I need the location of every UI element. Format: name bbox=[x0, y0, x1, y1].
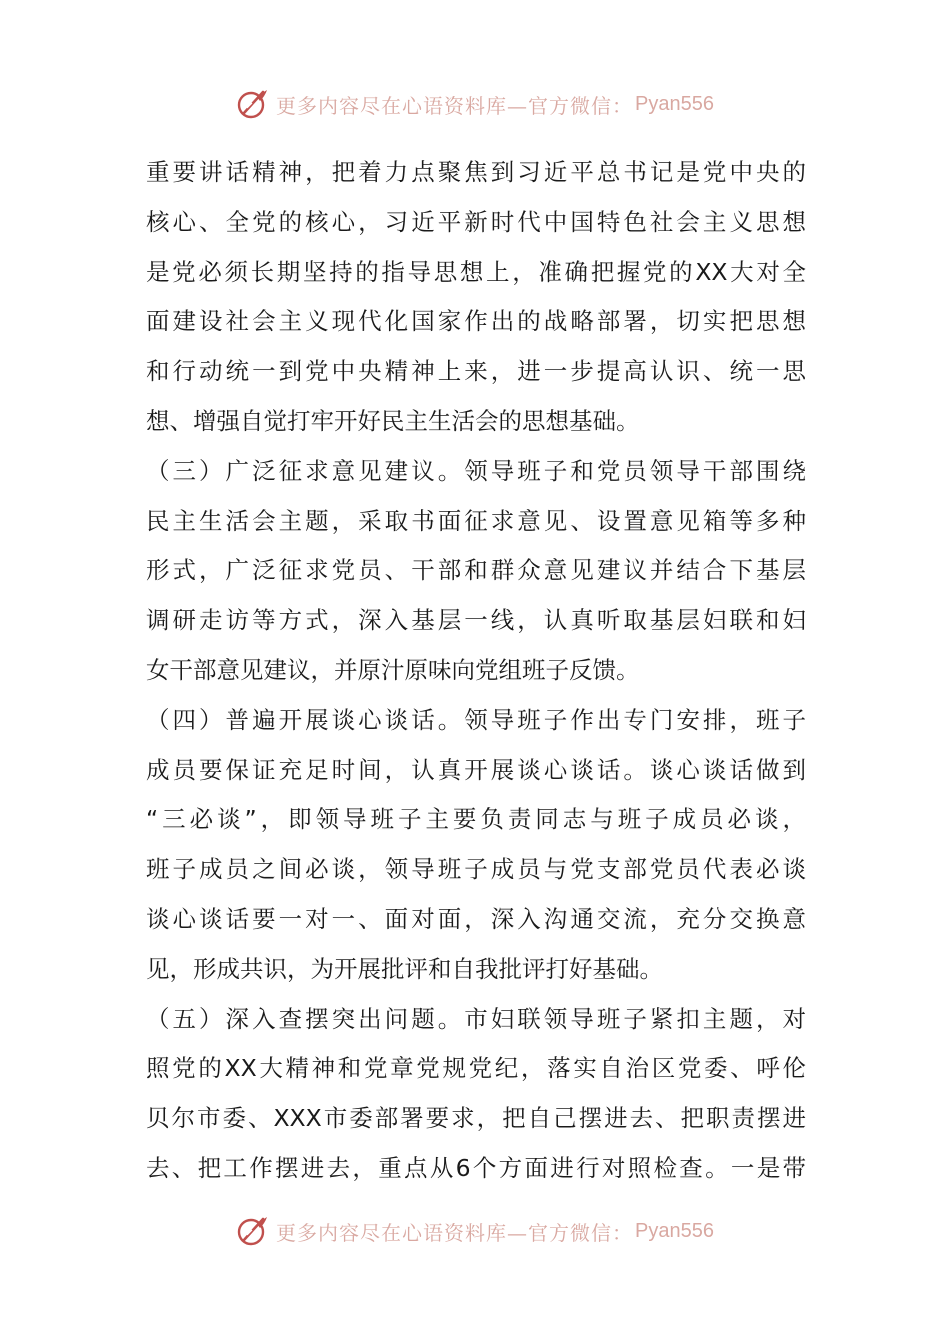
text-line: （三）广泛征求意见建议。领导班子和党员领导干部围绕 bbox=[146, 456, 806, 485]
watermark-text: 更多内容尽在心语资料库—官方微信： bbox=[276, 1220, 634, 1245]
text-line: 是党必须长期坚持的指导思想上，准确把握党的XX大对全 bbox=[146, 257, 806, 286]
text-line: 班子成员之间必谈，领导班子成员与党支部党员代表必谈 bbox=[146, 855, 806, 884]
text-line: 重要讲话精神，把着力点聚焦到习近平总书记是党中央的 bbox=[146, 158, 806, 186]
text-line: （四）普遍开展谈心谈话。领导班子作出专门安排，班子 bbox=[146, 705, 806, 734]
text-line: 形式，广泛征求党员、干部和群众意见建议并结合下基层 bbox=[146, 556, 806, 585]
text-line: 面建设社会主义现代化国家作出的战略部署，切实把思想 bbox=[146, 307, 806, 336]
text-line: 调研走访等方式，深入基层一线，认真听取基层妇联和妇 bbox=[146, 606, 806, 635]
quill-logo-icon bbox=[236, 87, 270, 121]
text-line: 民主生活会主题，采取书面征求意见、设置意见箱等多种 bbox=[146, 506, 806, 535]
document-body bbox=[146, 148, 806, 1194]
watermark-account: Pyan556 bbox=[635, 92, 714, 115]
watermark-text: 更多内容尽在心语资料库—官方微信： bbox=[276, 93, 634, 118]
text-line: 贝尔市委、XXX市委部署要求，把自己摆进去、把职责摆进 bbox=[146, 1104, 806, 1133]
text-line: 见，形成共识，为开展批评和自我批评打好基础。 bbox=[146, 954, 663, 983]
text-line: 成员要保证充足时间，认真开展谈心谈话。谈心谈话做到 bbox=[146, 755, 806, 784]
text-line: 核心、全党的核心，习近平新时代中国特色社会主义思想 bbox=[146, 207, 806, 236]
text-line: 和行动统一到党中央精神上来，进一步提高认识、统一思 bbox=[146, 357, 806, 386]
header-watermark bbox=[0, 84, 950, 124]
text-line: 谈心谈话要一对一、面对面，深入沟通交流，充分交换意 bbox=[146, 904, 806, 933]
text-line: 去、把工作摆进去，重点从6个方面进行对照检查。一是带 bbox=[146, 1153, 806, 1182]
text-line: “三必谈”，即领导班子主要负责同志与班子成员必谈， bbox=[146, 805, 806, 834]
watermark-account: Pyan556 bbox=[635, 1219, 714, 1242]
text-line: （五）深入查摆突出问题。市妇联领导班子紧扣主题，对 bbox=[146, 1004, 806, 1033]
text-line: 想、增强自觉打牢开好民主生活会的思想基础。 bbox=[146, 406, 640, 435]
footer-watermark bbox=[0, 1211, 950, 1251]
text-line: 照党的XX大精神和党章党规党纪，落实自治区党委、呼伦 bbox=[146, 1054, 806, 1083]
quill-logo-icon bbox=[236, 1214, 270, 1248]
text-line: 女干部意见建议，并原汁原味向党组班子反馈。 bbox=[146, 655, 640, 684]
